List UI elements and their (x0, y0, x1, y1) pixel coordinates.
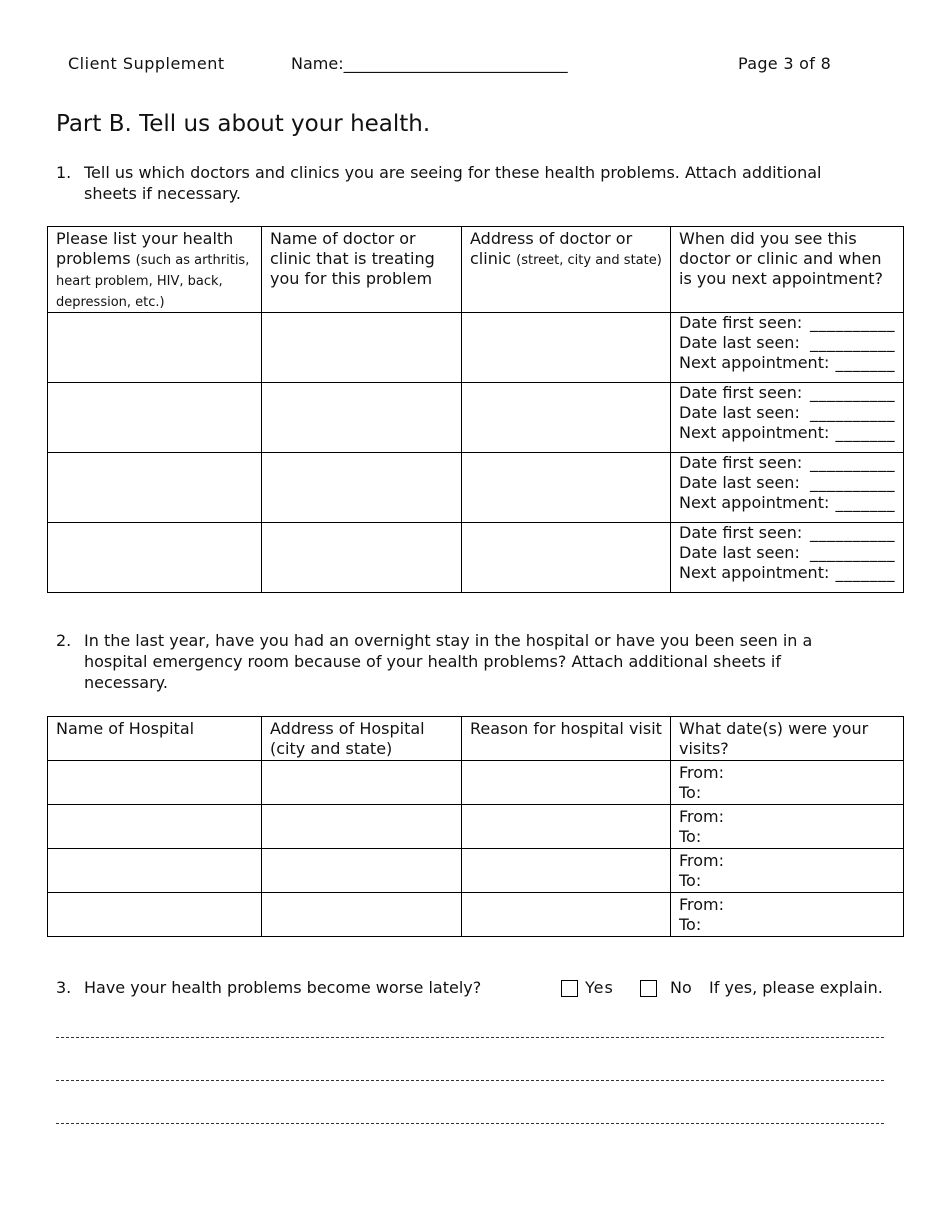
appointment-dates-cell[interactable]: Date first seen: __________ Date last seen: __________ Next appointment: _______ (671, 383, 904, 453)
table-row (48, 453, 904, 523)
doctors-table-header (48, 227, 904, 313)
explain-note: If yes, please explain. (709, 978, 883, 997)
part-title: Part B. Tell us about your health. (56, 111, 431, 137)
table-row (48, 893, 904, 937)
header-hospital-address: Address of Hospital (city and state) (262, 717, 462, 761)
question-2-text: In the last year, have you had an overnight stay in the hospital or have you been seen in a hospital emergency room because of your health problems? Attach additional sheets if necessary. (84, 631, 813, 692)
table-row (48, 761, 904, 805)
table-row (48, 383, 904, 453)
table-row (48, 523, 904, 593)
visit-dates-cell[interactable]: From: To: (671, 849, 904, 893)
doctors-table (47, 226, 904, 593)
appointment-dates-cell[interactable]: Date first seen: __________ Date last seen: __________ Next appointment: _______ (671, 453, 904, 523)
question-1 (56, 162, 856, 204)
table-row (48, 849, 904, 893)
explanation-line[interactable] (56, 1123, 884, 1124)
hospital-table-header (48, 717, 904, 761)
no-checkbox[interactable] (640, 980, 657, 997)
visit-dates-cell[interactable]: From: To: (671, 805, 904, 849)
hospital-address-cell[interactable] (262, 849, 462, 893)
doctor-address-cell[interactable] (462, 523, 671, 593)
doctor-address-cell[interactable] (462, 313, 671, 383)
no-label: No (670, 978, 692, 997)
appointment-dates-cell[interactable]: Date first seen: __________ Date last seen: __________ Next appointment: _______ (671, 313, 904, 383)
visit-reason-cell[interactable] (462, 761, 671, 805)
header-appointment-dates: When did you see this doctor or clinic and when is you next appointment? (671, 227, 904, 313)
visit-dates-cell[interactable]: From: To: (671, 893, 904, 937)
hospital-address-cell[interactable] (262, 893, 462, 937)
question-3 (56, 978, 906, 1000)
header-health-problems: Please list your health problems (such as arthritis, heart problem, HIV, back, depression, etc.) (48, 227, 262, 313)
table-row (48, 313, 904, 383)
doctor-name-cell[interactable] (262, 523, 462, 593)
doctor-name-cell[interactable] (262, 453, 462, 523)
question-3-text: Have your health problems become worse lately? (84, 978, 482, 997)
visit-dates-cell[interactable]: From: To: (671, 761, 904, 805)
header-doctor-name: Name of doctor or clinic that is treating you for this problem (262, 227, 462, 313)
form-title: Client Supplement (68, 54, 225, 73)
header-visit-reason: Reason for hospital visit (462, 717, 671, 761)
visit-reason-cell[interactable] (462, 805, 671, 849)
appointment-dates-cell[interactable]: Date first seen: __________ Date last seen: __________ Next appointment: _______ (671, 523, 904, 593)
hospital-address-cell[interactable] (262, 805, 462, 849)
health-problem-cell[interactable] (48, 383, 262, 453)
page-number: Page 3 of 8 (738, 54, 832, 73)
doctor-name-cell[interactable] (262, 383, 462, 453)
yes-checkbox[interactable] (561, 980, 578, 997)
question-2-number: 2. (56, 631, 72, 650)
health-problem-cell[interactable] (48, 313, 262, 383)
yes-label: Yes (585, 978, 614, 997)
visit-reason-cell[interactable] (462, 893, 671, 937)
hospital-name-cell[interactable] (48, 761, 262, 805)
question-1-number: 1. (56, 163, 72, 182)
hospital-name-cell[interactable] (48, 805, 262, 849)
header-hospital-name: Name of Hospital (48, 717, 262, 761)
hospital-name-cell[interactable] (48, 893, 262, 937)
page-header (0, 54, 950, 76)
name-field[interactable]: Name:____________________________ (291, 54, 568, 73)
hospital-address-cell[interactable] (262, 761, 462, 805)
doctor-name-cell[interactable] (262, 313, 462, 383)
doctor-address-cell[interactable] (462, 383, 671, 453)
explanation-line[interactable] (56, 1037, 884, 1038)
explanation-line[interactable] (56, 1080, 884, 1081)
doctor-address-cell[interactable] (462, 453, 671, 523)
visit-reason-cell[interactable] (462, 849, 671, 893)
health-problem-cell[interactable] (48, 453, 262, 523)
table-row (48, 805, 904, 849)
question-2 (56, 630, 846, 693)
header-visit-dates: What date(s) were your visits? (671, 717, 904, 761)
health-problem-cell[interactable] (48, 523, 262, 593)
question-1-text: Tell us which doctors and clinics you are seeing for these health problems. Attach additional sheets if necessary. (84, 163, 822, 203)
header-doctor-address: Address of doctor or clinic (street, city and state) (462, 227, 671, 313)
hospital-name-cell[interactable] (48, 849, 262, 893)
hospital-table (47, 716, 904, 937)
question-3-number: 3. (56, 978, 72, 997)
